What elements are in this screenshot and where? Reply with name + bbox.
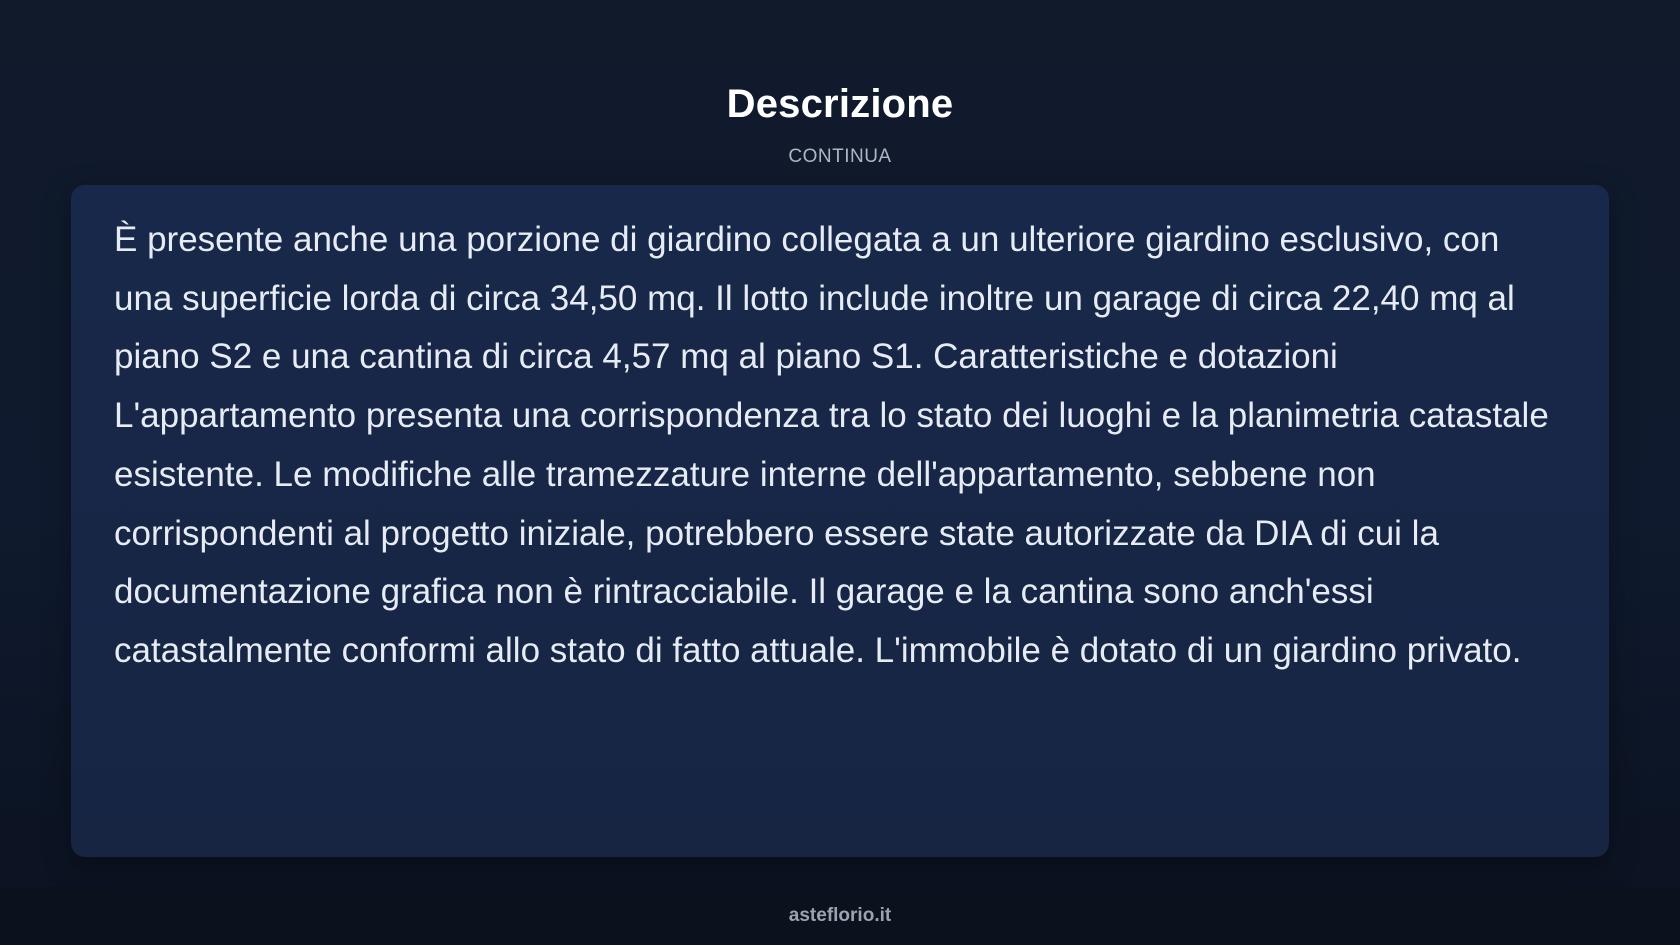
description-card (71, 185, 1609, 857)
page-title: Descrizione (726, 82, 954, 126)
footer-site-label: asteflorio.it (788, 905, 892, 926)
description-text: È presente anche una porzione di giardino collegata a un ulteriore giardino esclusivo, con una superficie lorda di circa 34,50 mq. Il lotto include inoltre un garage di circa 22,40 mq al piano S2 e una cantina di circa 4,57 mq al piano S1. Caratteristiche e dotazioni L'appartamento presenta una corrispondenza tra lo stato dei luoghi e la planimetria catastale esistente. Le modifiche alle tramezzature interne dell'appartamento, sebbene non corrispondenti al progetto iniziale, potrebbero essere state autorizzate da DIA di cui la documentazione grafica non è rintracciabile. Il garage e la cantina sono anch'essi catastalmente conformi allo stato di fatto attuale. L'immobile è dotato di un giardino privato. (114, 220, 1549, 670)
page-subtitle: CONTINUA (788, 146, 892, 167)
header (0, 0, 1680, 180)
footer (0, 887, 1680, 945)
